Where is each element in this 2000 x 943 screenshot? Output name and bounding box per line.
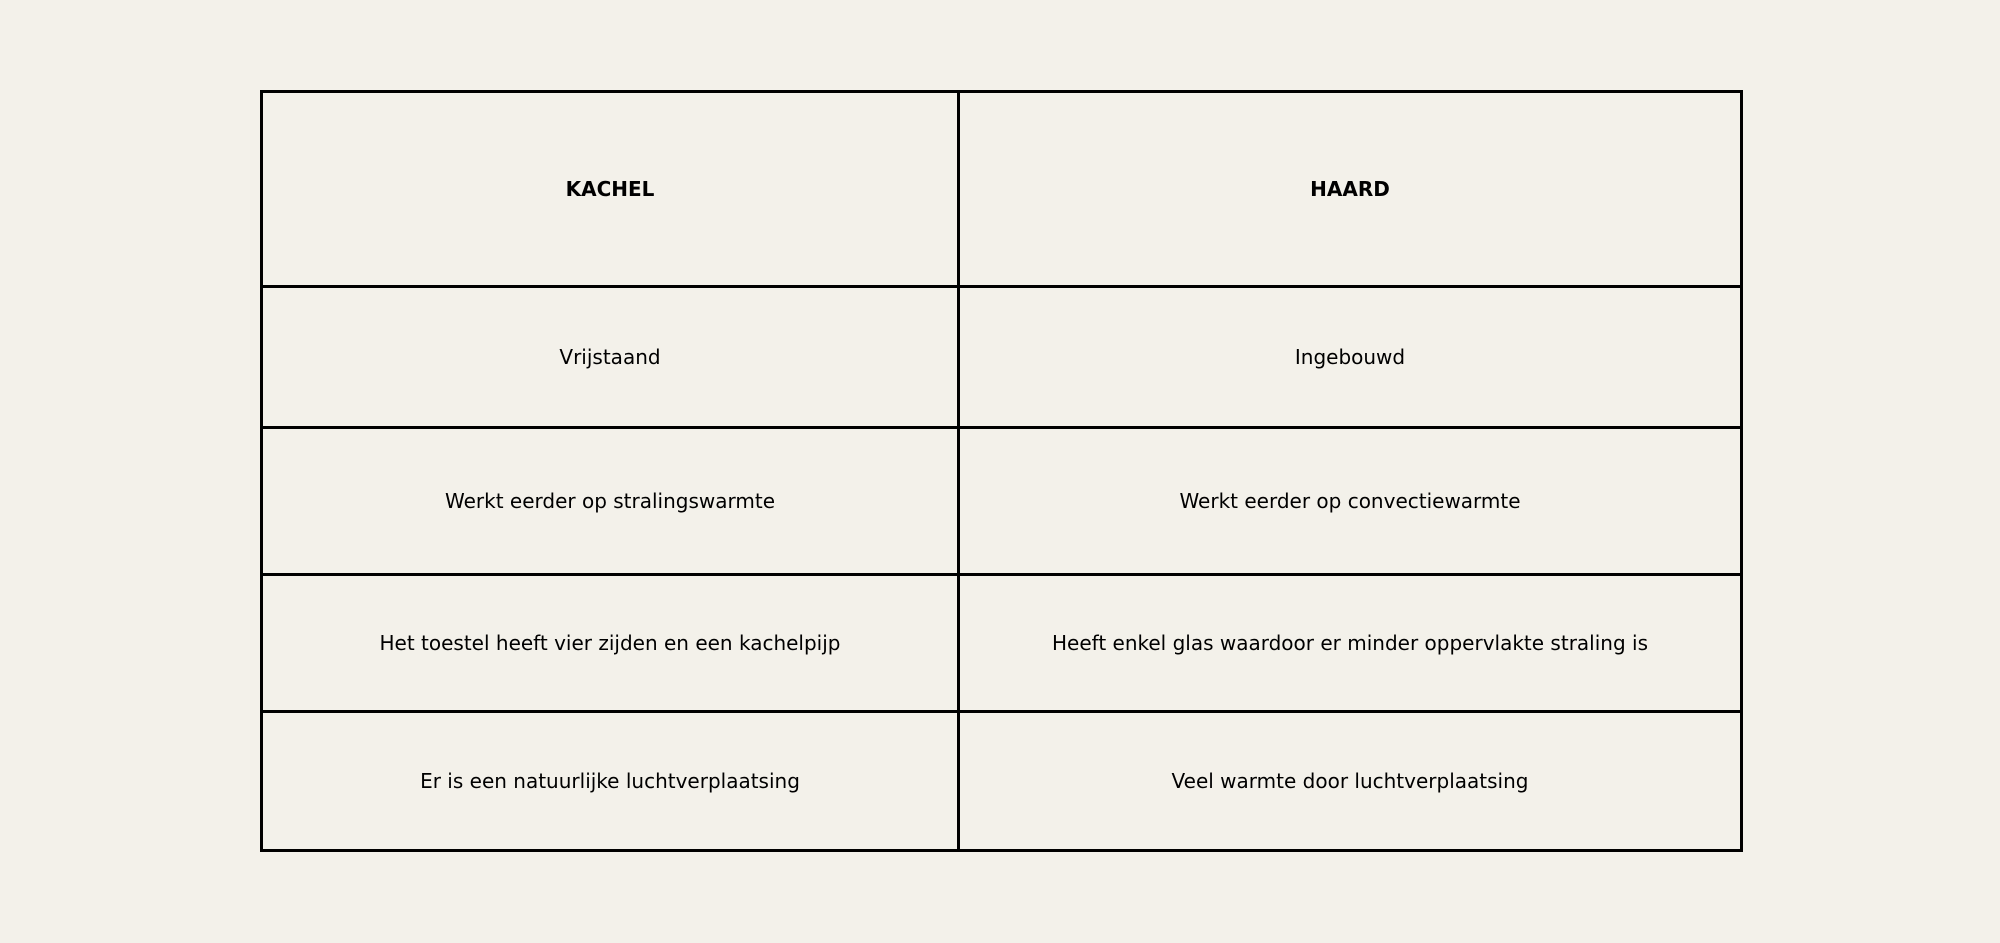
table-cell: Werkt eerder op convectiewarmte: [959, 428, 1742, 575]
table-cell: Ingebouwd: [959, 287, 1742, 428]
table-cell: Veel warmte door luchtverplaatsing: [959, 712, 1742, 851]
table-row: [262, 712, 1742, 851]
table-cell: Het toestel heeft vier zijden en een kachelpijp: [262, 575, 959, 712]
table-cell: Heeft enkel glas waardoor er minder oppervlakte straling is: [959, 575, 1742, 712]
table-cell: Werkt eerder op stralingswarmte: [262, 428, 959, 575]
table-row: [262, 287, 1742, 428]
header-cell-haard: HAARD: [959, 92, 1742, 287]
table-row: [262, 575, 1742, 712]
table-cell: Er is een natuurlijke luchtverplaatsing: [262, 712, 959, 851]
header-cell-kachel: KACHEL: [262, 92, 959, 287]
table-row: [262, 428, 1742, 575]
table-header-row: [262, 92, 1742, 287]
comparison-table: [260, 90, 1743, 852]
table-cell: Vrijstaand: [262, 287, 959, 428]
